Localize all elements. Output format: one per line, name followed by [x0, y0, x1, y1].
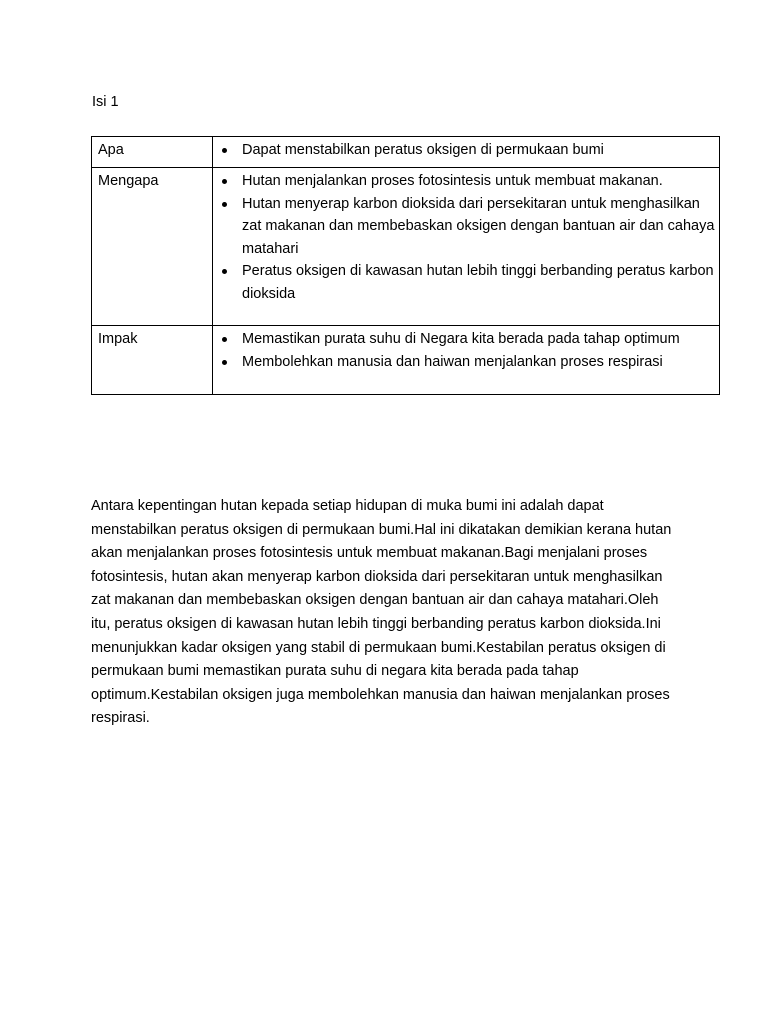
table-row-mengapa — [92, 168, 720, 326]
bullet-list-mengapa — [213, 170, 715, 305]
section-heading: Isi 1 — [92, 94, 119, 110]
row-label-impak: Impak — [92, 326, 213, 395]
bullet-item: Hutan menyerap karbon dioksida dari persekitaran untuk menghasilkan zat makanan dan membebaskan oksigen dengan bantuan air dan cahaya matahari — [213, 193, 715, 261]
bullet-item: Memastikan purata suhu di Negara kita berada pada tahap optimum — [213, 328, 715, 351]
summary-table — [91, 136, 720, 395]
bullet-item: Dapat menstabilkan peratus oksigen di permukaan bumi — [213, 139, 715, 162]
row-content-apa — [213, 137, 720, 168]
essay-paragraph: Antara kepentingan hutan kepada setiap hidupan di muka bumi ini adalah dapat menstabilkan peratus oksigen di permukaan bumi.Hal ini dikatakan demikian kerana hutan akan menjalankan proses fotosintesis untuk membuat makanan.Bagi menjalani proses fotosintesis, hutan akan menyerap karbon dioksida dari persekitaran untuk menghasilkan zat makanan dan membebaskan oksigen dengan bantuan air dan cahaya matahari.Oleh itu, peratus oksigen di kawasan hutan lebih tinggi berbanding peratus karbon dioksida.Ini menunjukkan kadar oksigen yang stabil di permukaan bumi.Kestabilan peratus oksigen di permukaan bumi memastikan purata suhu di negara kita berada pada tahap optimum.Kestabilan oksigen juga membolehkan manusia dan haiwan menjalankan proses respirasi. — [91, 498, 672, 727]
bullet-list-apa — [213, 139, 715, 162]
bullet-item: Membolehkan manusia dan haiwan menjalankan proses respirasi — [213, 351, 715, 374]
row-content-impak — [213, 326, 720, 395]
row-label-apa: Apa — [92, 137, 213, 168]
bullet-item: Hutan menjalankan proses fotosintesis untuk membuat makanan. — [213, 170, 715, 193]
table-row-impak — [92, 326, 720, 395]
row-label-mengapa: Mengapa — [92, 168, 213, 326]
bullet-list-impak — [213, 328, 715, 373]
table-row-apa — [92, 137, 720, 168]
row-content-mengapa — [213, 168, 720, 326]
bullet-item: Peratus oksigen di kawasan hutan lebih tinggi berbanding peratus karbon dioksida — [213, 260, 715, 305]
